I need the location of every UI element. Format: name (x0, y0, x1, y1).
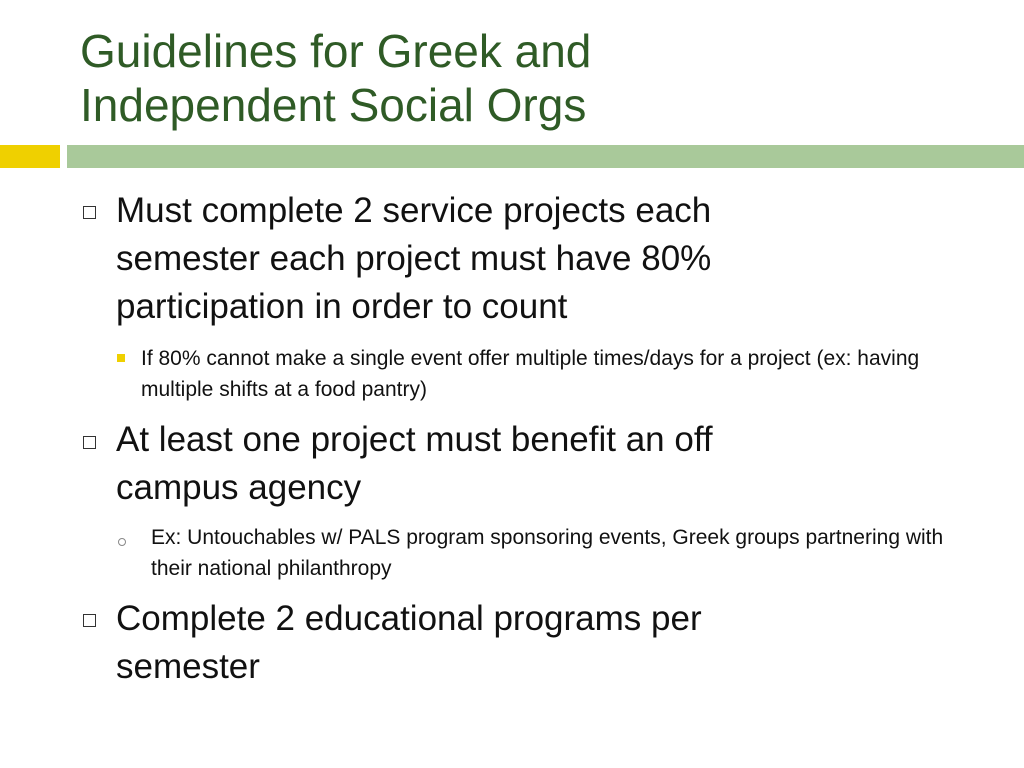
hollow-square-bullet-icon (83, 206, 96, 219)
bullet-1-sub-text: If 80% cannot make a single event offer multiple times/days for a project (ex: having multiple shifts at a food pantry) (141, 347, 920, 401)
hollow-circle-bullet-icon (118, 538, 126, 546)
title-line-1: Guidelines for Greek and (80, 25, 592, 77)
bullet-1-text: Must complete 2 service projects each semester each project must have 80% participation in order to count (116, 191, 712, 326)
hollow-square-bullet-icon (83, 436, 96, 449)
bullet-2-text: At least one project must benefit an off campus agency (116, 420, 713, 507)
bullet-3-text: Complete 2 educational programs per semester (116, 599, 702, 686)
hollow-square-bullet-icon (83, 614, 96, 627)
filled-square-bullet-icon (117, 354, 125, 362)
bullet-2-sub-text: Ex: Untouchables w/ PALS program sponsoring events, Greek groups partnering with their national philanthropy (151, 526, 944, 580)
title-line-2: Independent Social Orgs (80, 79, 587, 131)
